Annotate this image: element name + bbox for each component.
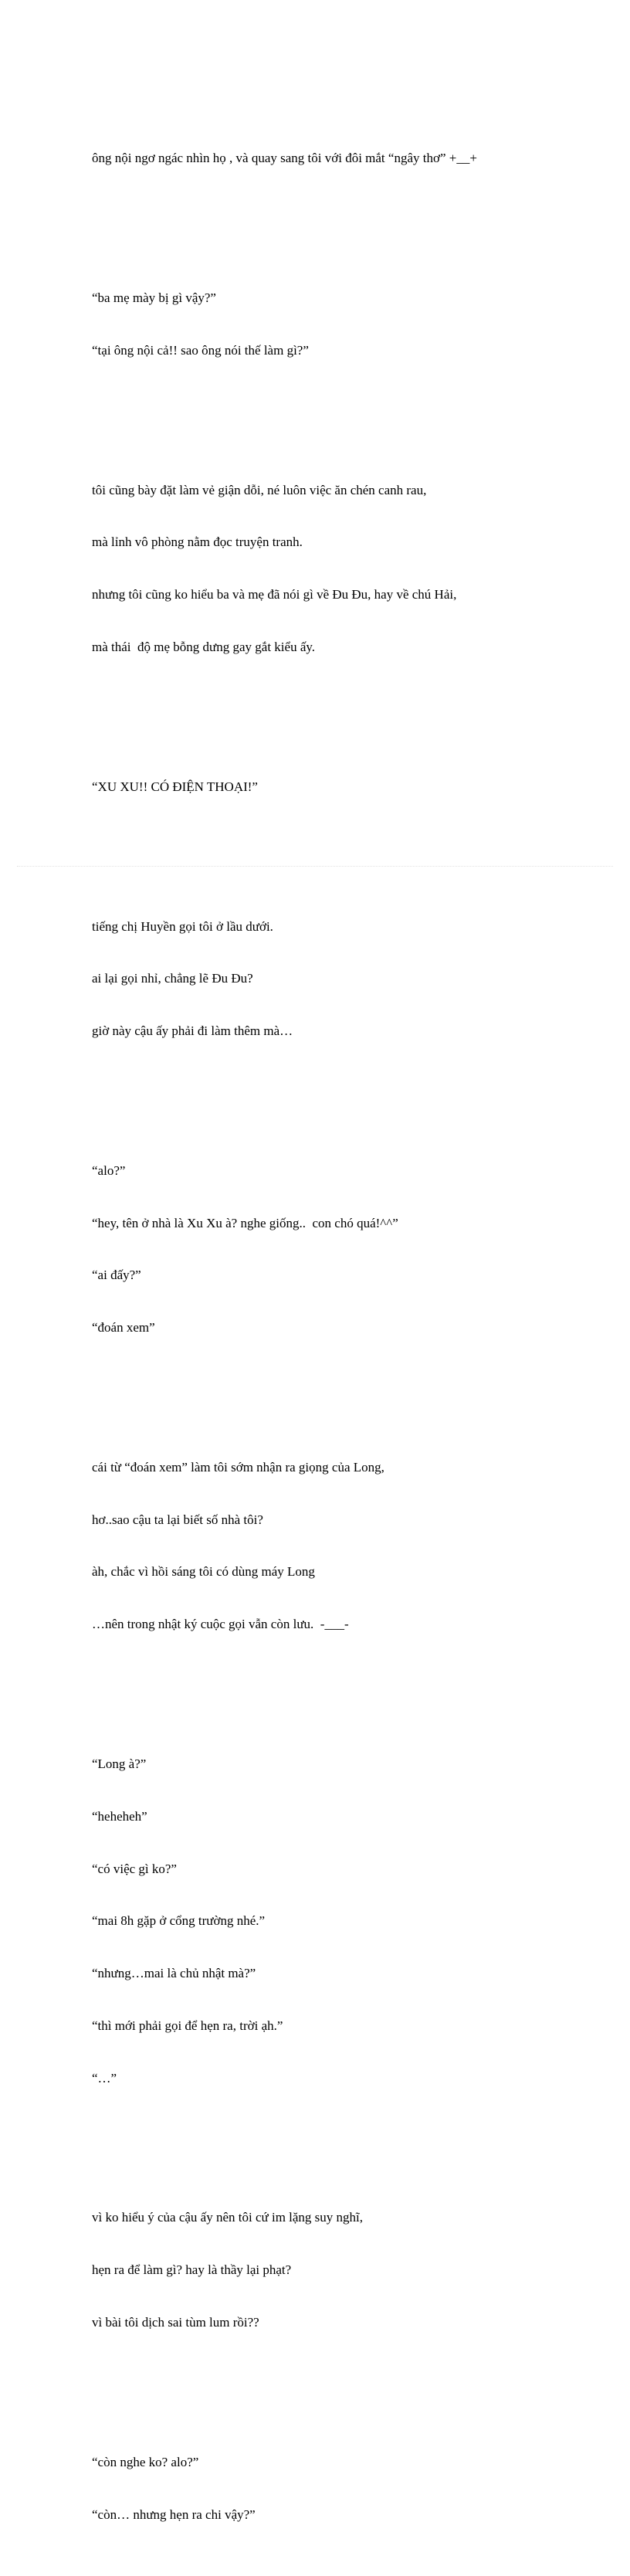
text-line: “ai đấy?” — [92, 1268, 141, 1283]
paragraph-gap — [92, 1372, 586, 1390]
paragraph-gap — [92, 1668, 586, 1686]
text-line: “có việc gì ko?” — [92, 1861, 177, 1876]
text-line: “mai 8h gặp ở cổng trường nhé.” — [92, 1913, 266, 1929]
text-line: “còn nghe ko? alo?” — [92, 2454, 199, 2469]
text-line: cái từ “đoán xem” làm tôi sớm nhận ra giọng của Long, — [92, 1459, 384, 1475]
paragraph-gap — [92, 691, 586, 709]
text-line: …nên trong nhật ký cuộc gọi vẫn còn lưu. -___- — [92, 1617, 349, 1632]
text-line: “XU XU!! CÓ ĐIỆN THOẠI!” — [92, 779, 258, 794]
text-line: “heheheh” — [92, 1808, 147, 1824]
text-line: “đoán xem” — [92, 1320, 155, 1336]
paragraph-gap — [92, 2367, 586, 2384]
paragraph-gap — [92, 1075, 586, 1093]
document-text — [92, 80, 586, 2576]
text-line: mà lỉnh vô phòng nằm đọc truyện tranh. — [92, 535, 303, 550]
paragraph-gap — [92, 2122, 586, 2140]
paragraph-gap — [92, 202, 586, 220]
text-line: nhưng tôi cũng ko hiểu ba và mẹ đã nói gì về Đu Đu, hay về chú Hải, — [92, 587, 457, 602]
text-line: “…” — [92, 2070, 117, 2086]
text-line: hẹn ra để làm gì? hay là thầy lại phạt? — [92, 2262, 292, 2278]
text-line: vì ko hiểu ý của cậu ấy nên tôi cứ im lặng suy nghĩ, — [92, 2210, 364, 2225]
text-line: “nhưng…mai là chủ nhật mà?” — [92, 1966, 256, 1981]
paragraph-gap — [92, 831, 586, 849]
text-line: vì bài tôi dịch sai tùm lum rồi?? — [92, 2315, 259, 2330]
text-line: “alo?” — [92, 1162, 126, 1178]
text-line: tôi cũng bày đặt làm vẻ giận dỗi, né luôn việc ăn chén canh rau, — [92, 482, 427, 497]
text-line: hơ..sao cậu ta lại biết số nhà tôi? — [92, 1512, 263, 1527]
page-bottom-divider — [17, 866, 613, 867]
text-line: “ba mẹ mày bị gì vậy?” — [92, 290, 216, 306]
text-line: giờ này cậu ấy phải đi làm thêm mà… — [92, 1023, 293, 1039]
text-line: àh, chắc vì hồi sáng tôi có dùng máy Long — [92, 1564, 315, 1580]
text-line: tiếng chị Huyền gọi tôi ở lầu dưới. — [92, 918, 273, 934]
text-line: ông nội ngơ ngác nhìn họ , và quay sang tôi với đôi mắt “ngây thơ” +__+ — [92, 151, 477, 166]
text-line: ai lại gọi nhỉ, chẳng lẽ Đu Đu? — [92, 971, 253, 986]
text-line: mà thái độ mẹ bỗng dưng gay gắt kiểu ấy. — [92, 640, 316, 654]
text-line: “tại ông nội cả!! sao ông nói thế làm gì?” — [92, 342, 309, 358]
text-line: “thì mới phải gọi để hẹn ra, trời ạh.” — [92, 2018, 283, 2033]
text-line: “hey, tên ở nhà là Xu Xu à? nghe giống.. con chó quá!^^” — [92, 1215, 398, 1230]
text-line: “còn… nhưng hẹn ra chi vậy?” — [92, 2506, 256, 2522]
text-line: “Long à?” — [92, 1756, 147, 1771]
paragraph-gap — [92, 395, 586, 412]
